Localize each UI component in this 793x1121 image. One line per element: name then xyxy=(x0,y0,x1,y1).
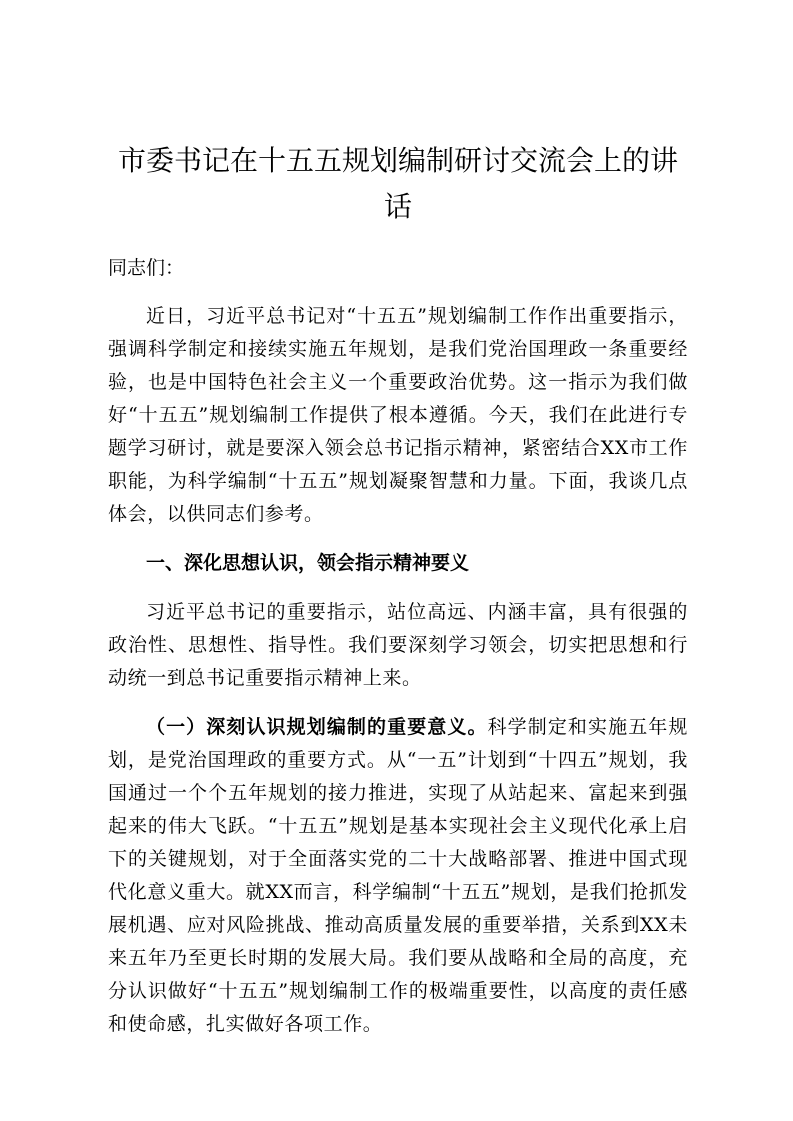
document-body xyxy=(108,138,688,1041)
opening-paragraph: 近日，习近平总书记对“十五五”规划编制工作作出重要指示，强调科学制定和接续实施五年规划，是我们党治国理政一条重要经验，也是中国特色社会主义一个重要政治优势。这一指示为我们做好“十五五”规划编制工作提供了根本遵循。今天，我们在此进行专题学习研讨，就是要深入领会总书记指示精神，紧密结合XX市工作职能，为科学编制“十五五”规划凝聚智慧和力量。下面，我谈几点体会，以供同志们参考。 xyxy=(108,305,688,525)
section-heading-1: 一、深化思想认识，领会指示精神要义 xyxy=(146,552,470,574)
subsection-lead-1: （一）深刻认识规划编制的重要意义。 xyxy=(146,716,488,738)
subsection-paragraph-1 xyxy=(108,711,688,1041)
section-intro-paragraph: 习近平总书记的重要指示，站位高远、内涵丰富，具有很强的政治性、思想性、指导性。我们要深刻学习领会，切实把思想和行动统一到总书记重要指示精神上来。 xyxy=(108,601,688,689)
greeting: 同志们： xyxy=(108,257,185,279)
subsection-body-1: 科学制定和实施五年规划，是党治国理政的重要方式。从“一五”计划到“十四五”规划，我国通过一个个五年规划的接力推进，实现了从站起来、富起来到强起来的伟大飞跃。“十五五”规划是基本实现社会主义现代化承上启下的关键规划，对于全面落实党的二十大战略部署、推进中国式现代化意义重大。就XX而言，科学编制“十五五”规划，是我们抢抓发展机遇、应对风险挑战、推动高质量发展的重要举措，关系到XX未来五年乃至更长时期的发展大局。我们要从战略和全局的高度，充分认识做好“十五五”规划编制工作的极端重要性，以高度的责任感和使命感，扎实做好各项工作。 xyxy=(108,716,688,1035)
document-title: 市委书记在十五五规划编制研讨交流会上的讲话 xyxy=(117,144,678,223)
